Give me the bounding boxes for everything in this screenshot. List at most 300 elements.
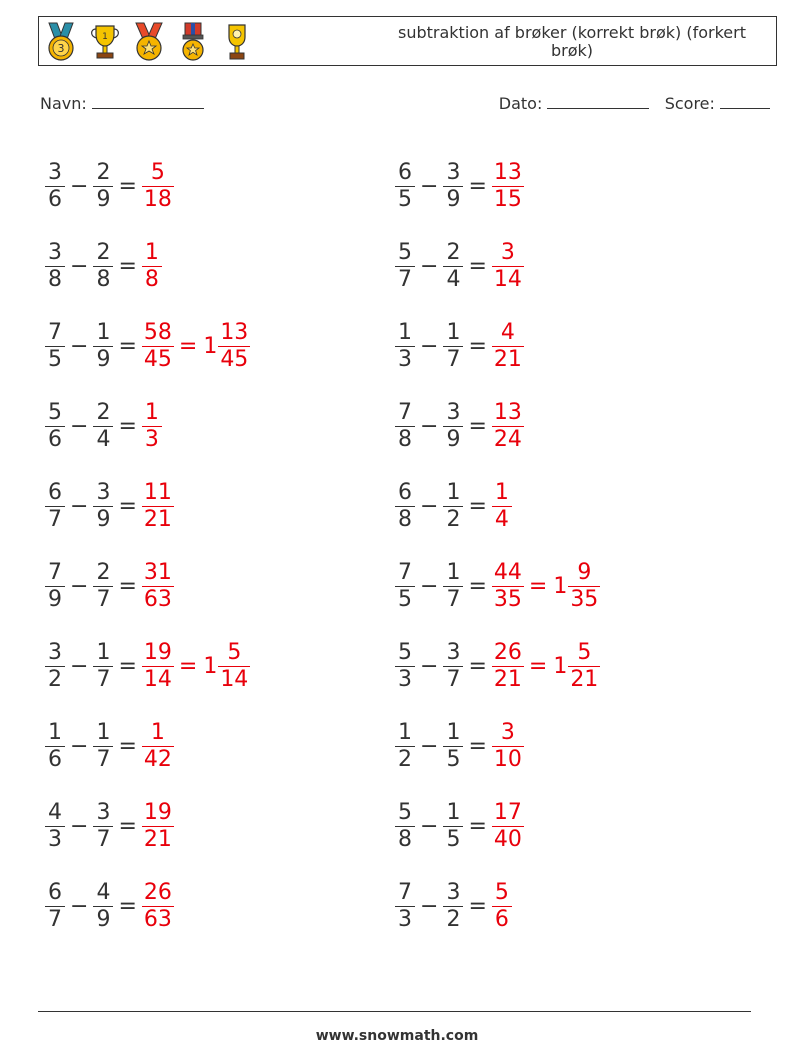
problem-row	[396, 866, 599, 946]
answer-fraction	[143, 240, 161, 293]
denominator: 8	[395, 506, 415, 533]
numerator: 1	[494, 479, 509, 505]
equals-sign: =	[468, 653, 487, 679]
denominator: 8	[142, 266, 162, 293]
denominator: 21	[143, 826, 172, 852]
name-blank[interactable]	[92, 94, 204, 109]
numerator: 2	[446, 239, 461, 265]
subtrahend-fraction	[94, 800, 112, 853]
subtrahend-fraction	[94, 320, 112, 373]
mixed-fraction	[569, 560, 599, 613]
subtrahend-fraction	[94, 480, 112, 533]
subtrahend-fraction	[444, 240, 462, 293]
problem-row	[396, 386, 599, 466]
equals-sign: =	[178, 653, 198, 679]
minuend-fraction	[396, 160, 414, 213]
minus-sign: −	[70, 893, 89, 919]
numerator: 5	[150, 159, 165, 185]
minus-sign: −	[70, 733, 89, 759]
subtrahend-fraction	[444, 640, 462, 693]
numerator: 7	[48, 559, 62, 585]
denominator: 21	[570, 666, 599, 692]
numerator: 5	[398, 639, 412, 665]
denominator: 35	[570, 586, 599, 612]
subtrahend-fraction	[444, 320, 462, 373]
denominator: 4	[443, 266, 463, 293]
minus-sign: −	[70, 173, 89, 199]
answer-fraction	[493, 640, 523, 693]
numerator: 1	[446, 319, 461, 345]
denominator: 8	[93, 266, 113, 293]
answer-fraction	[493, 720, 523, 773]
denominator: 3	[45, 826, 65, 853]
problem-row	[46, 626, 249, 706]
minuend-fraction	[396, 560, 414, 613]
answer-fraction	[143, 800, 173, 853]
problem-row	[46, 466, 249, 546]
numerator: 17	[493, 799, 522, 825]
numerator: 6	[48, 879, 62, 905]
minuend-fraction	[396, 880, 414, 933]
numerator: 1	[446, 719, 461, 745]
mixed-fraction	[219, 320, 249, 373]
equals-sign: =	[468, 493, 487, 519]
equals-sign: =	[118, 653, 137, 679]
minuend-fraction	[396, 800, 414, 853]
minus-sign: −	[420, 413, 439, 439]
minus-sign: −	[420, 733, 439, 759]
minuend-fraction	[46, 640, 64, 693]
equals-sign: =	[118, 733, 137, 759]
numerator: 6	[398, 479, 412, 505]
denominator: 2	[45, 666, 65, 693]
denominator: 7	[443, 666, 463, 693]
answer-fraction	[143, 320, 173, 373]
numerator: 11	[143, 479, 172, 505]
numerator: 3	[48, 159, 62, 185]
minuend-fraction	[396, 320, 414, 373]
subtrahend-fraction	[94, 560, 112, 613]
worksheet-header	[38, 16, 777, 66]
medal-3-icon	[43, 21, 79, 63]
subtrahend-fraction	[444, 560, 462, 613]
numerator: 9	[577, 559, 592, 585]
problem-row	[46, 306, 249, 386]
numerator: 1	[144, 399, 159, 425]
subtrahend-fraction	[444, 800, 462, 853]
numerator: 4	[48, 799, 62, 825]
denominator: 7	[443, 586, 463, 613]
equals-sign: =	[178, 333, 198, 359]
problem-row	[46, 706, 249, 786]
numerator: 13	[493, 399, 522, 425]
numerator: 5	[227, 639, 242, 665]
numerator: 44	[493, 559, 522, 585]
minuend-fraction	[46, 880, 64, 933]
equals-sign: =	[468, 413, 487, 439]
mixed-whole: 1	[203, 333, 218, 359]
denominator: 7	[93, 826, 113, 853]
answer	[143, 800, 173, 853]
minuend-fraction	[396, 240, 414, 293]
denominator: 4	[492, 506, 512, 533]
denominator: 7	[93, 666, 113, 693]
answer	[143, 560, 173, 613]
minuend-fraction	[396, 400, 414, 453]
subtrahend-fraction	[94, 880, 112, 933]
numerator: 2	[96, 559, 111, 585]
mixed-fraction	[219, 640, 249, 693]
minus-sign: −	[420, 173, 439, 199]
denominator: 45	[143, 346, 172, 372]
equals-sign: =	[468, 253, 487, 279]
numerator: 1	[446, 799, 461, 825]
denominator: 9	[93, 506, 113, 533]
denominator: 7	[93, 586, 113, 613]
answer-fraction	[493, 320, 523, 373]
answer-fraction	[143, 720, 173, 773]
denominator: 9	[443, 426, 463, 453]
mixed-whole: 1	[553, 573, 568, 599]
subtrahend-fraction	[444, 720, 462, 773]
denominator: 9	[93, 346, 113, 373]
numerator: 3	[500, 239, 515, 265]
answer-fraction	[493, 800, 523, 853]
date-label: Dato:	[498, 94, 543, 113]
problems-column-right	[396, 146, 599, 946]
denominator: 5	[395, 586, 415, 613]
denominator: 7	[93, 746, 113, 773]
denominator: 6	[45, 426, 65, 453]
denominator: 21	[493, 666, 522, 692]
minuend-fraction	[46, 720, 64, 773]
score-label: Score:	[664, 94, 715, 113]
problem-row	[396, 786, 599, 866]
denominator: 21	[493, 346, 522, 372]
answer-fraction	[493, 240, 523, 293]
minus-sign: −	[70, 333, 89, 359]
denominator: 3	[142, 426, 162, 453]
answer	[143, 480, 173, 533]
denominator: 8	[45, 266, 65, 293]
svg-text:1: 1	[102, 32, 108, 42]
equals-sign: =	[118, 573, 137, 599]
answer-fraction	[493, 160, 523, 213]
answer	[143, 400, 161, 453]
minus-sign: −	[420, 253, 439, 279]
answer-fraction	[143, 880, 173, 933]
numerator: 13	[220, 319, 249, 345]
equals-sign: =	[118, 893, 137, 919]
minus-sign: −	[70, 493, 89, 519]
denominator: 2	[443, 506, 463, 533]
equals-sign: =	[468, 893, 487, 919]
denominator: 14	[220, 666, 249, 692]
answer-fraction	[143, 480, 173, 533]
numerator: 19	[143, 639, 172, 665]
problem-row	[396, 626, 599, 706]
subtrahend-fraction	[94, 640, 112, 693]
minuend-fraction	[46, 400, 64, 453]
minuend-fraction	[46, 320, 64, 373]
numerator: 1	[446, 479, 461, 505]
denominator: 18	[143, 186, 172, 212]
numerator: 1	[144, 239, 159, 265]
denominator: 9	[93, 186, 113, 213]
denominator: 5	[45, 346, 65, 373]
numerator: 3	[446, 879, 461, 905]
denominator: 10	[493, 746, 522, 772]
answer-fraction	[493, 400, 523, 453]
denominator: 9	[93, 906, 113, 933]
equals-sign: =	[118, 173, 137, 199]
equals-sign: =	[118, 333, 137, 359]
problem-row	[396, 226, 599, 306]
numerator: 1	[446, 559, 461, 585]
numerator: 3	[96, 479, 111, 505]
date-blank[interactable]	[547, 94, 649, 109]
numerator: 6	[398, 159, 412, 185]
denominator: 8	[395, 426, 415, 453]
problem-row	[46, 786, 249, 866]
denominator: 14	[493, 266, 522, 292]
denominator: 2	[443, 906, 463, 933]
problem-row	[396, 546, 599, 626]
numerator: 58	[143, 319, 172, 345]
denominator: 45	[220, 346, 249, 372]
denominator: 63	[143, 906, 172, 932]
problem-row	[396, 146, 599, 226]
equals-sign: =	[468, 573, 487, 599]
subtrahend-fraction	[444, 400, 462, 453]
denominator: 2	[395, 746, 415, 773]
answer	[493, 880, 511, 933]
problem-row	[396, 706, 599, 786]
medal-star-icon	[131, 21, 167, 63]
answer	[493, 160, 523, 213]
numerator: 3	[446, 639, 461, 665]
denominator: 9	[443, 186, 463, 213]
denominator: 42	[143, 746, 172, 772]
numerator: 4	[96, 879, 111, 905]
mixed-fraction	[569, 640, 599, 693]
numerator: 31	[143, 559, 172, 585]
footer-url: www.snowmath.com	[315, 1028, 479, 1044]
numerator: 2	[96, 239, 111, 265]
problem-row	[46, 546, 249, 626]
answer-fraction	[143, 400, 161, 453]
answer-fraction	[493, 480, 511, 533]
date-score-fields	[499, 94, 770, 113]
answer	[143, 160, 173, 213]
equals-sign: =	[118, 813, 137, 839]
answer	[143, 320, 249, 373]
denominator: 6	[45, 746, 65, 773]
denominator: 7	[395, 266, 415, 293]
problem-row	[46, 386, 249, 466]
minuend-fraction	[396, 480, 414, 533]
minus-sign: −	[70, 573, 89, 599]
equals-sign: =	[118, 493, 137, 519]
denominator: 3	[395, 906, 415, 933]
minus-sign: −	[70, 653, 89, 679]
subtrahend-fraction	[94, 240, 112, 293]
answer	[143, 640, 249, 693]
denominator: 35	[493, 586, 522, 612]
denominator: 40	[493, 826, 522, 852]
minus-sign: −	[420, 333, 439, 359]
score-blank[interactable]	[720, 94, 770, 109]
denominator: 5	[395, 186, 415, 213]
denominator: 14	[143, 666, 172, 692]
denominator: 24	[493, 426, 522, 452]
minus-sign: −	[70, 813, 89, 839]
equals-sign: =	[118, 413, 137, 439]
problems-column-left	[46, 146, 249, 946]
answer	[493, 560, 599, 613]
numerator: 1	[398, 719, 412, 745]
denominator: 9	[45, 586, 65, 613]
answer	[143, 720, 173, 773]
numerator: 5	[398, 239, 412, 265]
answer-fraction	[493, 560, 523, 613]
answer	[493, 240, 523, 293]
numerator: 5	[577, 639, 592, 665]
denominator: 6	[492, 906, 512, 933]
problem-row	[46, 146, 249, 226]
minuend-fraction	[396, 640, 414, 693]
answer	[493, 320, 523, 373]
subtrahend-fraction	[94, 720, 112, 773]
numerator: 1	[96, 719, 111, 745]
numerator: 5	[494, 879, 509, 905]
subtrahend-fraction	[94, 160, 112, 213]
minus-sign: −	[420, 893, 439, 919]
numerator: 7	[48, 319, 62, 345]
denominator: 5	[443, 826, 463, 853]
numerator: 3	[446, 399, 461, 425]
equals-sign: =	[468, 173, 487, 199]
denominator: 3	[395, 666, 415, 693]
numerator: 1	[150, 719, 165, 745]
denominator: 7	[443, 346, 463, 373]
svg-text:3: 3	[57, 42, 65, 55]
numerator: 5	[398, 799, 412, 825]
name-field	[40, 94, 204, 113]
answer-fraction	[493, 880, 511, 933]
denominator: 15	[493, 186, 522, 212]
answer-fraction	[143, 560, 173, 613]
numerator: 3	[500, 719, 515, 745]
numerator: 1	[398, 319, 412, 345]
numerator: 13	[493, 159, 522, 185]
answer	[143, 240, 161, 293]
minuend-fraction	[46, 240, 64, 293]
medal-ribbon-icon	[175, 21, 211, 63]
equals-sign: =	[468, 813, 487, 839]
answer-fraction	[143, 160, 173, 213]
equals-sign: =	[528, 573, 548, 599]
equals-sign: =	[528, 653, 548, 679]
problem-row	[46, 226, 249, 306]
equals-sign: =	[118, 253, 137, 279]
minus-sign: −	[70, 253, 89, 279]
numerator: 4	[500, 319, 515, 345]
numerator: 6	[48, 479, 62, 505]
subtrahend-fraction	[444, 480, 462, 533]
minuend-fraction	[46, 160, 64, 213]
numerator: 1	[96, 639, 111, 665]
worksheet-title: subtraktion af brøker (korrekt brøk) (forkert brøk)	[397, 23, 746, 60]
cup-icon	[219, 21, 255, 63]
minus-sign: −	[420, 653, 439, 679]
denominator: 21	[143, 506, 172, 532]
denominator: 5	[443, 746, 463, 773]
numerator: 3	[48, 239, 62, 265]
numerator: 7	[398, 559, 412, 585]
mixed-whole: 1	[203, 653, 218, 679]
denominator: 7	[45, 506, 65, 533]
minuend-fraction	[46, 800, 64, 853]
problem-row	[46, 866, 249, 946]
minus-sign: −	[70, 413, 89, 439]
problem-row	[396, 306, 599, 386]
answer	[143, 880, 173, 933]
numerator: 26	[493, 639, 522, 665]
answer	[493, 400, 523, 453]
numerator: 2	[96, 159, 111, 185]
problem-row	[396, 466, 599, 546]
minuend-fraction	[46, 480, 64, 533]
award-icons	[43, 21, 255, 63]
equals-sign: =	[468, 733, 487, 759]
footer-divider	[38, 1011, 751, 1012]
numerator: 3	[446, 159, 461, 185]
numerator: 2	[96, 399, 111, 425]
answer	[493, 800, 523, 853]
equals-sign: =	[468, 333, 487, 359]
minus-sign: −	[420, 813, 439, 839]
numerator: 5	[48, 399, 62, 425]
denominator: 7	[45, 906, 65, 933]
numerator: 1	[48, 719, 62, 745]
denominator: 63	[143, 586, 172, 612]
denominator: 4	[93, 426, 113, 453]
numerator: 3	[48, 639, 62, 665]
subtrahend-fraction	[444, 880, 462, 933]
denominator: 3	[395, 346, 415, 373]
numerator: 3	[96, 799, 111, 825]
minuend-fraction	[396, 720, 414, 773]
numerator: 7	[398, 399, 412, 425]
denominator: 6	[45, 186, 65, 213]
minuend-fraction	[46, 560, 64, 613]
subtrahend-fraction	[444, 160, 462, 213]
numerator: 26	[143, 879, 172, 905]
answer	[493, 640, 599, 693]
minus-sign: −	[420, 493, 439, 519]
minus-sign: −	[420, 573, 439, 599]
mixed-whole: 1	[553, 653, 568, 679]
answer	[493, 480, 511, 533]
answer	[493, 720, 523, 773]
denominator: 8	[395, 826, 415, 853]
answer-fraction	[143, 640, 173, 693]
numerator: 19	[143, 799, 172, 825]
numerator: 1	[96, 319, 111, 345]
trophy-1-icon	[87, 21, 123, 63]
numerator: 7	[398, 879, 412, 905]
